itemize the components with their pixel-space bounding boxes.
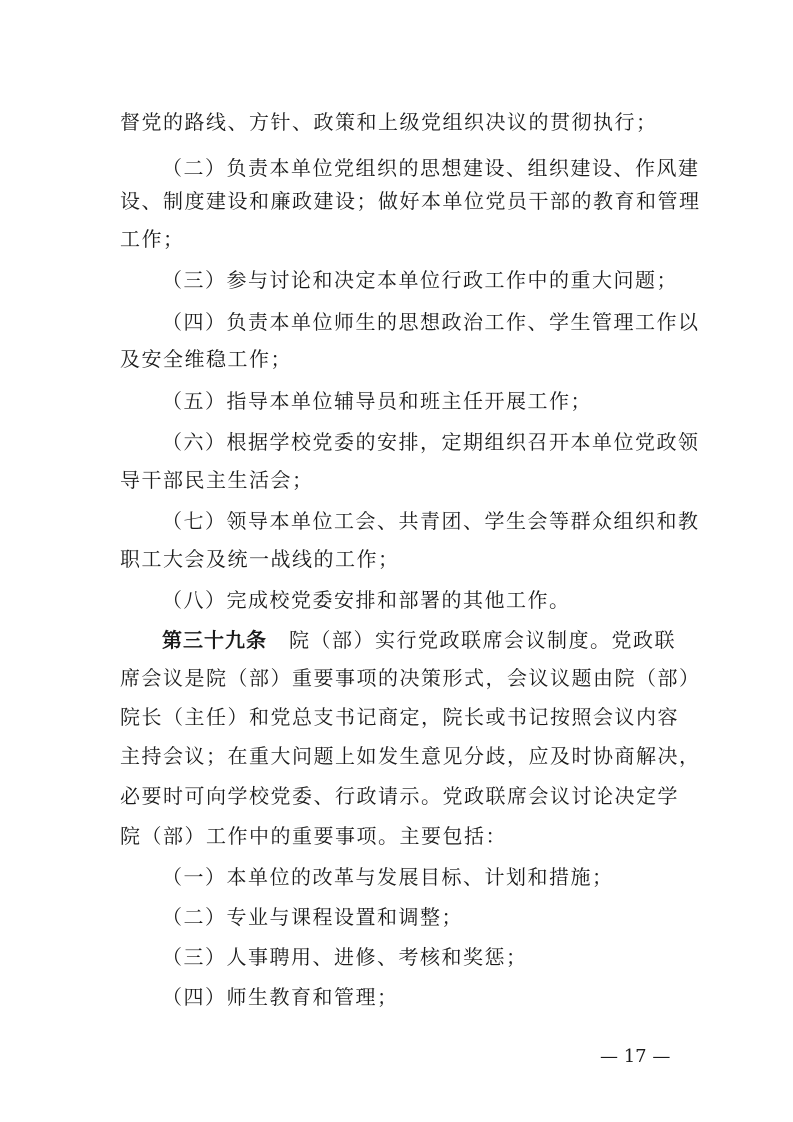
text-line: 及安全维稳工作； (120, 347, 292, 371)
text-line: （四）师生教育和管理； (162, 985, 399, 1009)
text-line: （六）根据学校党委的安排，定期组织召开本单位党政领 (162, 430, 700, 454)
page-number: — 17 — (600, 1046, 671, 1067)
text-line: 导干部民主生活会； (120, 468, 314, 492)
text-line: 院长（主任）和党总支书记商定，院长或书记按照会议内容 (120, 705, 679, 729)
article-line (162, 628, 722, 652)
text-line: （一）本单位的改革与发展目标、计划和措施； (162, 865, 614, 889)
text-line: （二）负责本单位党组织的思想建设、组织建设、作风建 (162, 156, 700, 180)
text-line: （八）完成校党委安排和部署的其他工作。 (162, 588, 571, 612)
article-title: 第三十九条 (162, 628, 267, 652)
text-line: （五）指导本单位辅导员和班主任开展工作； (162, 389, 592, 413)
text-line: （三）人事聘用、进修、考核和奖惩； (162, 945, 528, 969)
text-line: （四）负责本单位师生的思想政治工作、学生管理工作以 (162, 310, 700, 334)
text-line: 职工大会及统一战线的工作； (120, 547, 400, 571)
text-line: 院（部）工作中的重要事项。主要包括： (120, 824, 507, 848)
text-line: （七）领导本单位工会、共青团、学生会等群众组织和教 (162, 509, 700, 533)
text-line: 必要时可向学校党委、行政请示。党政联席会议讨论决定学 (120, 784, 679, 808)
text-line: 席会议是院（部）重要事项的决策形式，会议议题由院（部） (120, 666, 701, 690)
text-line: 设、制度建设和廉政建设；做好本单位党员干部的教育和管理 (120, 189, 701, 213)
text-line: 督党的路线、方针、政策和上级党组织决议的贯彻执行； (120, 110, 658, 134)
article-text: 院（部）实行党政联席会议制度。党政联 (289, 628, 676, 652)
text-line: （三）参与讨论和决定本单位行政工作中的重大问题； (162, 268, 678, 292)
text-line: 工作； (120, 227, 185, 251)
text-line: 主持会议；在重大问题上如发生意见分歧，应及时协商解决， (120, 744, 701, 768)
text-line: （二）专业与课程设置和调整； (162, 905, 463, 929)
